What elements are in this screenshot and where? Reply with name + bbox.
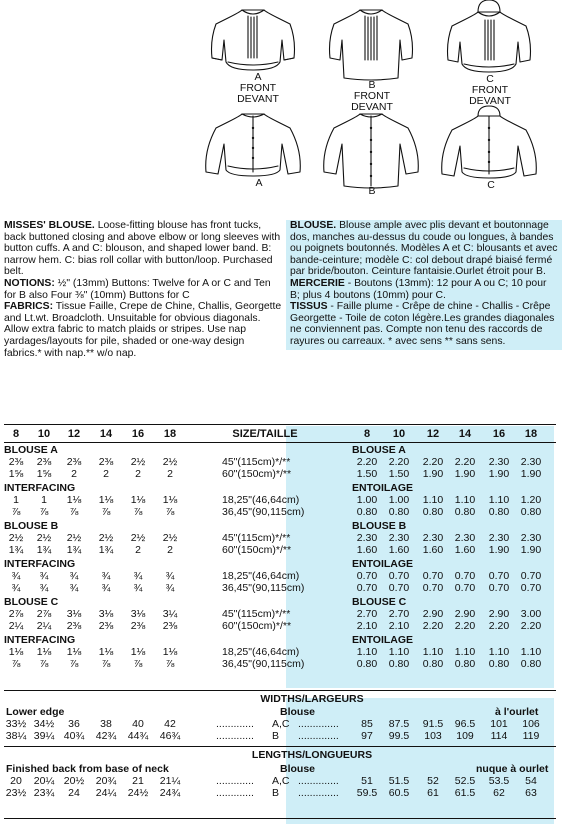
yardage-cell: 1⅛ bbox=[8, 646, 24, 658]
metric-cell: 0.70 bbox=[422, 582, 444, 594]
metric-cell: 2.20 bbox=[422, 456, 444, 468]
yardage-cell: ¾ bbox=[101, 582, 111, 594]
metric-cell: 2.90 bbox=[454, 608, 476, 620]
size-header-metric-cell: 18 bbox=[524, 428, 538, 440]
fabric-width-cell: 45"(115cm)*/** bbox=[222, 532, 291, 544]
metric-cell: 2.30 bbox=[422, 532, 444, 544]
yardage-cell: 3¼ bbox=[162, 608, 178, 620]
metric-cell: 2.20 bbox=[454, 620, 476, 632]
yardage-cell: ¾ bbox=[165, 582, 175, 594]
yardage-cell: 2⅜ bbox=[98, 456, 114, 468]
metric-cell: 0.70 bbox=[520, 570, 542, 582]
measurement-inch-cell: 20¼ bbox=[33, 775, 55, 787]
metric-cell: 2.30 bbox=[388, 532, 410, 544]
metric-cell: 2.20 bbox=[488, 620, 510, 632]
metric-cell: 0.80 bbox=[488, 506, 510, 518]
metric-cell: 0.70 bbox=[356, 570, 378, 582]
yardage-cell: 1⅝ bbox=[36, 468, 52, 480]
blouse-c-back-drawing bbox=[442, 106, 537, 178]
yardage-cell: ¾ bbox=[11, 570, 21, 582]
metric-cell: 0.80 bbox=[454, 658, 476, 670]
fabric-width-cell: 45"(115cm)*/** bbox=[222, 608, 291, 620]
measurement-label: A,C bbox=[272, 775, 290, 787]
yardage-cell: 1⅛ bbox=[66, 494, 82, 506]
metric-cell: 2.10 bbox=[356, 620, 378, 632]
metric-cell: 1.10 bbox=[422, 646, 444, 658]
measurement-cm-cell: 63 bbox=[525, 787, 537, 799]
yardage-cell: 1⅛ bbox=[162, 494, 178, 506]
yardage-cell: 2⅜ bbox=[162, 620, 178, 632]
measurement-cm-cell: 96.5 bbox=[454, 718, 476, 730]
measurement-inch-cell: 24¾ bbox=[159, 787, 181, 799]
metric-cell: 0.80 bbox=[520, 658, 542, 670]
metric-cell: 0.70 bbox=[356, 582, 378, 594]
fabric-width-cell: 36,45"(90,115cm) bbox=[222, 506, 305, 518]
section-label-fr: ENTOILAGE bbox=[352, 482, 414, 494]
yardage-cell: 2¼ bbox=[36, 620, 52, 632]
size-header-title: SIZE/TAILLE bbox=[232, 428, 298, 440]
yardage-cell: ¾ bbox=[133, 582, 143, 594]
yardage-cell: 3⅛ bbox=[98, 608, 114, 620]
metric-cell: 0.70 bbox=[520, 582, 542, 594]
measurement-cm-cell: 119 bbox=[522, 730, 540, 742]
fabric-width-cell: 36,45"(90,115cm) bbox=[222, 582, 305, 594]
metric-cell: 0.80 bbox=[488, 658, 510, 670]
metric-cell: 0.70 bbox=[422, 570, 444, 582]
metric-cell: 1.90 bbox=[454, 468, 476, 480]
metric-cell: 2.70 bbox=[388, 608, 410, 620]
yardage-cell: ⅞ bbox=[69, 506, 79, 518]
measurement-dots: .............. bbox=[298, 730, 339, 742]
measurement-cm-cell: 51 bbox=[361, 775, 373, 787]
metric-cell: 1.90 bbox=[520, 544, 542, 556]
lengths-heading: LENGTHS/LONGUEURS bbox=[251, 749, 373, 761]
yardage-cell: 1⅛ bbox=[98, 646, 114, 658]
fabric-width-cell: 18,25"(46,64cm) bbox=[222, 570, 300, 582]
measurement-cm-cell: 53.5 bbox=[488, 775, 510, 787]
mercerie-title: MERCERIE bbox=[290, 277, 345, 289]
measurement-cm-cell: 99.5 bbox=[388, 730, 410, 742]
desc-fr-title: BLOUSE. bbox=[290, 220, 337, 231]
metric-cell: 1.10 bbox=[454, 646, 476, 658]
metric-cell: 0.70 bbox=[454, 582, 476, 594]
yardage-cell: 1⅛ bbox=[162, 646, 178, 658]
size-header-cell: 10 bbox=[37, 428, 51, 440]
metric-cell: 1.90 bbox=[488, 468, 510, 480]
measurement-cm-cell: 52 bbox=[427, 775, 439, 787]
table-row bbox=[0, 659, 560, 671]
measurement-cm-cell: 114 bbox=[490, 730, 508, 742]
measurement-inch-cell: 36 bbox=[68, 718, 80, 730]
yardage-cell: 2 bbox=[135, 544, 141, 556]
measurement-inch-cell: 23½ bbox=[5, 787, 27, 799]
size-header-metric-cell: 16 bbox=[492, 428, 506, 440]
tissus-text: - Faille plume - Crêpe de chine - Challis - Crêpe Georgette - Toile de coton légère.Les grandes diagonales ne conviennent pas. Compte non tenu des raccords de rayures ou carreaux. * avec sens ** sans sens. bbox=[290, 301, 555, 347]
measurement-inch-cell: 20½ bbox=[63, 775, 85, 787]
yardage-cell: ¾ bbox=[39, 582, 49, 594]
fabric-width-cell: 60"(150cm)*/** bbox=[222, 468, 292, 480]
measurement-inch-cell: 42¾ bbox=[95, 730, 117, 742]
metric-cell: 1.10 bbox=[356, 646, 378, 658]
yardage-cell: ¾ bbox=[165, 570, 175, 582]
description-english bbox=[4, 220, 282, 359]
fabric-width-cell: 18,25"(46,64cm) bbox=[222, 646, 300, 658]
desc-en-title: MISSES' BLOUSE. bbox=[4, 220, 95, 231]
yardage-cell: 1 bbox=[41, 494, 47, 506]
yardage-cell: 2⅜ bbox=[98, 620, 114, 632]
measurement-dots: ............. bbox=[216, 775, 254, 787]
yardage-cell: ¾ bbox=[39, 570, 49, 582]
metric-cell: 1.00 bbox=[388, 494, 410, 506]
size-header-cell: 8 bbox=[12, 428, 20, 440]
measurement-cm-cell: 51.5 bbox=[388, 775, 410, 787]
metric-cell: 0.80 bbox=[388, 658, 410, 670]
view-label-a-front: A FRONT DEVANT bbox=[237, 71, 279, 105]
measurement-cm-cell: 97 bbox=[361, 730, 373, 742]
metric-cell: 0.80 bbox=[356, 658, 378, 670]
metric-cell: 1.10 bbox=[488, 646, 510, 658]
yardage-cell: 2⅞ bbox=[36, 608, 52, 620]
section-label-fr: BLOUSE B bbox=[352, 520, 407, 532]
section-label: BLOUSE A bbox=[4, 444, 58, 456]
view-label-c-front: C FRONT DEVANT bbox=[469, 73, 511, 107]
measurement-inch-cell: 38¼ bbox=[5, 730, 27, 742]
fabric-width-cell: 60"(150cm)*/** bbox=[222, 544, 292, 556]
yardage-cell: ⅞ bbox=[133, 506, 143, 518]
yardage-cell: ¾ bbox=[133, 570, 143, 582]
measurement-cm-cell: 101 bbox=[490, 718, 508, 730]
metric-cell: 1.90 bbox=[422, 468, 444, 480]
measurement-dots: .............. bbox=[298, 787, 339, 799]
size-header-cell: 16 bbox=[131, 428, 145, 440]
measurement-inch-cell: 33½ bbox=[5, 718, 27, 730]
yardage-cell: 3⅛ bbox=[66, 608, 82, 620]
metric-cell: 3.00 bbox=[520, 608, 542, 620]
yardage-cell: ⅞ bbox=[101, 658, 111, 670]
section-label-fr: ENTOILAGE bbox=[352, 558, 414, 570]
yardage-cell: ¾ bbox=[69, 582, 79, 594]
widths-heading: WIDTHS/LARGEURS bbox=[260, 693, 364, 705]
yardage-cell: 2 bbox=[103, 468, 109, 480]
metric-cell: 2.90 bbox=[488, 608, 510, 620]
yardage-cell: 2 bbox=[71, 468, 77, 480]
yardage-cell: 2½ bbox=[130, 456, 146, 468]
metric-cell: 2.30 bbox=[488, 532, 510, 544]
section-label: INTERFACING bbox=[4, 558, 76, 570]
measurement-inch-cell: 20 bbox=[10, 775, 22, 787]
section-label-fr: ENTOILAGE bbox=[352, 634, 414, 646]
measurement-inch-cell: 21 bbox=[132, 775, 144, 787]
measurement-row bbox=[0, 719, 560, 731]
measurement-cm-cell: 85 bbox=[361, 718, 373, 730]
desc-en-text: Loose-fitting blouse has front tucks, back buttoned closing and above elbow or long sleeves with button cuffs. A and C: blouson, and shaped lower band. B: narrow hem. C: bias roll collar with button/loop. Purchased belt. bbox=[4, 220, 281, 278]
table-bottom-rule bbox=[4, 690, 556, 691]
yardage-cell: 2½ bbox=[8, 532, 24, 544]
size-header-row bbox=[0, 429, 560, 441]
yardage-cell: ¾ bbox=[11, 582, 21, 594]
fabric-width-cell: 18,25"(46,64cm) bbox=[222, 494, 300, 506]
blouse-a-front-drawing bbox=[212, 10, 295, 70]
measurement-inch-cell: 24½ bbox=[127, 787, 149, 799]
yardage-cell: 2⅜ bbox=[66, 456, 82, 468]
table-row bbox=[0, 545, 560, 557]
blouse-b-front-drawing bbox=[330, 10, 413, 80]
metric-cell: 1.90 bbox=[488, 544, 510, 556]
yardage-cell: ⅞ bbox=[39, 658, 49, 670]
blouse-a-back-drawing bbox=[206, 114, 301, 176]
size-header-metric-cell: 14 bbox=[458, 428, 472, 440]
metric-cell: 1.10 bbox=[388, 646, 410, 658]
yardage-cell: 2½ bbox=[130, 532, 146, 544]
widths-sub-mid: Blouse bbox=[280, 706, 316, 718]
fabrics-title: FABRICS: bbox=[4, 301, 54, 313]
yardage-cell: ⅞ bbox=[11, 658, 21, 670]
metric-cell: 0.80 bbox=[388, 506, 410, 518]
metric-cell: 1.90 bbox=[520, 468, 542, 480]
metric-cell: 2.20 bbox=[388, 456, 410, 468]
yardage-cell: ⅞ bbox=[101, 506, 111, 518]
yardage-cell: 1¾ bbox=[36, 544, 52, 556]
metric-cell: 2.20 bbox=[520, 620, 542, 632]
measurement-cm-cell: 59.5 bbox=[356, 787, 378, 799]
tissus-title: TISSUS bbox=[290, 301, 328, 313]
measurement-dots: ............. bbox=[216, 730, 254, 742]
yardage-cell: 2½ bbox=[66, 532, 82, 544]
lengths-sub-left: Finished back from base of neck bbox=[6, 763, 169, 775]
measurement-cm-cell: 109 bbox=[456, 730, 474, 742]
table-row bbox=[0, 507, 560, 519]
description-french bbox=[286, 220, 562, 350]
measurement-inch-cell: 39¼ bbox=[33, 730, 55, 742]
yardage-cell: 2⅞ bbox=[8, 608, 24, 620]
fabric-width-cell: 36,45"(90,115cm) bbox=[222, 658, 305, 670]
metric-cell: 2.30 bbox=[454, 532, 476, 544]
table-row bbox=[0, 583, 560, 595]
measurement-cm-cell: 54 bbox=[525, 775, 537, 787]
yardage-cell: 2½ bbox=[162, 532, 178, 544]
yardage-cell: 2½ bbox=[98, 532, 114, 544]
yardage-cell: 2 bbox=[135, 468, 141, 480]
metric-cell: 2.30 bbox=[356, 532, 378, 544]
table-header-rule bbox=[4, 442, 556, 443]
yardage-cell: 1⅛ bbox=[36, 646, 52, 658]
metric-cell: 1.10 bbox=[520, 646, 542, 658]
section-label: BLOUSE B bbox=[4, 520, 59, 532]
fabric-width-cell: 45"(115cm)*/** bbox=[222, 456, 291, 468]
yardage-cell: 2 bbox=[167, 468, 173, 480]
metric-cell: 0.80 bbox=[422, 506, 444, 518]
measurement-inch-cell: 34½ bbox=[33, 718, 55, 730]
metric-cell: 2.20 bbox=[422, 620, 444, 632]
yardage-cell: 1¾ bbox=[66, 544, 82, 556]
section-label-fr: BLOUSE C bbox=[352, 596, 407, 608]
view-label-a-back: A bbox=[255, 177, 263, 189]
yardage-cell: ⅞ bbox=[133, 658, 143, 670]
widths-sub-left: Lower edge bbox=[6, 706, 65, 718]
metric-cell: 1.60 bbox=[454, 544, 476, 556]
measurement-inch-cell: 23¾ bbox=[33, 787, 55, 799]
measurement-row bbox=[0, 788, 560, 800]
measurement-label: B bbox=[272, 787, 280, 799]
metric-cell: 2.90 bbox=[422, 608, 444, 620]
fabrics-text: Tissue Faille, Crepe de Chine, Challis, Georgette and Lt.wt. Broadcloth. Unsuitable for obvious diagonals. Allow extra fabric to match plaids or stripes. Use nap yardages/layouts for pile, shaded or one-way design fabrics.* with nap.** w/o nap. bbox=[4, 301, 282, 359]
measurement-cm-cell: 61.5 bbox=[454, 787, 476, 799]
metric-cell: 0.70 bbox=[488, 570, 510, 582]
size-header-cell: 12 bbox=[67, 428, 81, 440]
metric-cell: 0.70 bbox=[454, 570, 476, 582]
metric-cell: 1.00 bbox=[356, 494, 378, 506]
lengths-rule bbox=[4, 746, 556, 747]
metric-cell: 1.50 bbox=[356, 468, 378, 480]
section-label-fr: BLOUSE A bbox=[352, 444, 406, 456]
yardage-cell: ⅞ bbox=[165, 506, 175, 518]
metric-cell: 2.30 bbox=[488, 456, 510, 468]
section-label: INTERFACING bbox=[4, 482, 76, 494]
metric-cell: 1.60 bbox=[356, 544, 378, 556]
table-top-rule bbox=[4, 424, 556, 425]
metric-cell: 2.70 bbox=[356, 608, 378, 620]
size-header-metric-cell: 8 bbox=[363, 428, 371, 440]
metric-cell: 1.20 bbox=[520, 494, 542, 506]
measurement-cm-cell: 52.5 bbox=[454, 775, 476, 787]
metric-cell: 2.20 bbox=[454, 456, 476, 468]
measurement-cm-cell: 62 bbox=[493, 787, 505, 799]
metric-cell: 0.80 bbox=[520, 506, 542, 518]
mercerie-text: - Boutons (13mm): 12 pour A ou C; 10 pour B; plus 4 boutons (10mm) pour C. bbox=[290, 277, 547, 301]
metric-cell: 1.50 bbox=[388, 468, 410, 480]
yardage-cell: 1¾ bbox=[98, 544, 114, 556]
view-label-b-front: B FRONT DEVANT bbox=[351, 79, 393, 113]
yardage-cell: 1⅛ bbox=[130, 494, 146, 506]
widths-sub-right: à l'ourlet bbox=[495, 706, 539, 718]
yardage-cell: ⅞ bbox=[39, 506, 49, 518]
metric-cell: 0.70 bbox=[488, 582, 510, 594]
section-label: BLOUSE C bbox=[4, 596, 59, 608]
measurement-cm-cell: 87.5 bbox=[388, 718, 410, 730]
section-label: INTERFACING bbox=[4, 634, 76, 646]
measurement-label: A,C bbox=[272, 718, 290, 730]
measurement-cm-cell: 61 bbox=[427, 787, 439, 799]
bottom-rule bbox=[4, 818, 556, 819]
size-header-cell: 14 bbox=[99, 428, 113, 440]
yardage-cell: 2½ bbox=[36, 532, 52, 544]
measurement-inch-cell: 42 bbox=[164, 718, 176, 730]
metric-cell: 1.10 bbox=[422, 494, 444, 506]
fabric-width-cell: 60"(150cm)*/** bbox=[222, 620, 292, 632]
yardage-cell: 1⅛ bbox=[98, 494, 114, 506]
view-label-b-back: B bbox=[368, 185, 376, 197]
yardage-cell: 1 bbox=[13, 494, 19, 506]
metric-cell: 2.30 bbox=[520, 532, 542, 544]
measurement-inch-cell: 40¾ bbox=[63, 730, 85, 742]
yardage-cell: 1⅝ bbox=[8, 468, 24, 480]
desc-fr-text: Blouse ample avec plis devant et boutonnage dos, manches au-dessus du coude ou longues, à bandes ou poignets boutonnés. Modèles A et C: blousants et avec bande-ceinture; modèle C: col debout drapé biaisé fermé par bride/bouton. Ceinture fantaisie.Ourlet étroit pour B. bbox=[290, 220, 558, 278]
metric-cell: 2.30 bbox=[520, 456, 542, 468]
blouse-c-front-drawing bbox=[448, 0, 531, 72]
yardage-cell: ⅞ bbox=[165, 658, 175, 670]
metric-cell: 1.10 bbox=[488, 494, 510, 506]
measurement-label: B bbox=[272, 730, 280, 742]
measurement-dots: .............. bbox=[298, 718, 339, 730]
metric-cell: 1.60 bbox=[422, 544, 444, 556]
table-row bbox=[0, 469, 560, 481]
measurement-inch-cell: 46¾ bbox=[159, 730, 181, 742]
measurement-inch-cell: 24¼ bbox=[95, 787, 117, 799]
yardage-cell: 1¾ bbox=[8, 544, 24, 556]
measurement-row bbox=[0, 731, 560, 743]
measurement-dots: ............. bbox=[216, 787, 254, 799]
yardage-cell: 2⅜ bbox=[36, 456, 52, 468]
notions-text: ½" (13mm) Buttons: Twelve for A or C and Ten for B also Four ⅜" (10mm) Buttons for C bbox=[4, 277, 271, 301]
yardage-cell: 2¼ bbox=[8, 620, 24, 632]
measurement-inch-cell: 44¾ bbox=[127, 730, 149, 742]
measurement-inch-cell: 40 bbox=[132, 718, 144, 730]
view-label-c-back: C bbox=[487, 179, 495, 191]
yardage-cell: 2 bbox=[167, 544, 173, 556]
yardage-cell: ¾ bbox=[69, 570, 79, 582]
size-header-metric-cell: 10 bbox=[392, 428, 406, 440]
measurement-cm-cell: 91.5 bbox=[422, 718, 444, 730]
measurement-inch-cell: 21¼ bbox=[159, 775, 181, 787]
yardage-cell: ⅞ bbox=[11, 506, 21, 518]
size-header-cell: 18 bbox=[163, 428, 177, 440]
metric-cell: 0.70 bbox=[388, 582, 410, 594]
metric-cell: 1.10 bbox=[454, 494, 476, 506]
measurement-cm-cell: 60.5 bbox=[388, 787, 410, 799]
metric-cell: 0.80 bbox=[454, 506, 476, 518]
metric-cell: 0.80 bbox=[356, 506, 378, 518]
lengths-sub-mid: Blouse bbox=[280, 763, 316, 775]
notions-title: NOTIONS: bbox=[4, 277, 55, 289]
yardage-cell: 1⅛ bbox=[66, 646, 82, 658]
metric-cell: 0.70 bbox=[388, 570, 410, 582]
yardage-cell: 2½ bbox=[162, 456, 178, 468]
lengths-sub-right: nuque à ourlet bbox=[476, 763, 549, 775]
metric-cell: 2.10 bbox=[388, 620, 410, 632]
yardage-cell: 2⅜ bbox=[66, 620, 82, 632]
measurement-cm-cell: 103 bbox=[424, 730, 442, 742]
measurement-dots: ............. bbox=[216, 718, 254, 730]
yardage-cell: 3⅛ bbox=[130, 608, 146, 620]
metric-cell: 0.80 bbox=[422, 658, 444, 670]
metric-cell: 2.20 bbox=[356, 456, 378, 468]
yardage-cell: 2⅜ bbox=[130, 620, 146, 632]
measurement-inch-cell: 24 bbox=[68, 787, 80, 799]
yardage-cell: ⅞ bbox=[69, 658, 79, 670]
measurement-inch-cell: 20¾ bbox=[95, 775, 117, 787]
yardage-cell: 1⅛ bbox=[130, 646, 146, 658]
yardage-cell: 2⅜ bbox=[8, 456, 24, 468]
table-row bbox=[0, 621, 560, 633]
metric-cell: 1.60 bbox=[388, 544, 410, 556]
measurement-dots: .............. bbox=[298, 775, 339, 787]
yardage-cell: ¾ bbox=[101, 570, 111, 582]
size-header-metric-cell: 12 bbox=[426, 428, 440, 440]
measurement-row bbox=[0, 776, 560, 788]
measurement-cm-cell: 106 bbox=[522, 718, 540, 730]
measurement-inch-cell: 38 bbox=[100, 718, 112, 730]
